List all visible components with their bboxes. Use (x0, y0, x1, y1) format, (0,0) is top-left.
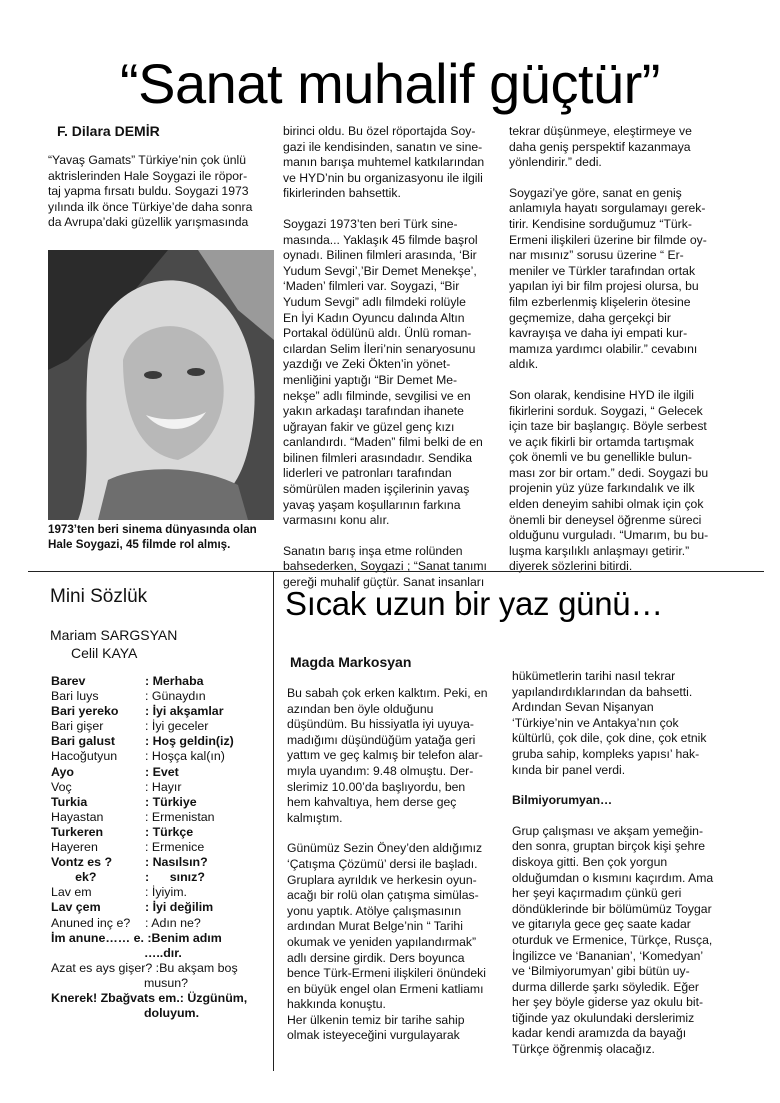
text-line: sömürülen maden işçilerinin yavaş (283, 482, 470, 497)
text-line: anlamıyla hayatı sorgulamayı gerek- (509, 201, 706, 216)
article2-author: Magda Markosyan (290, 654, 412, 670)
mini-author: Mariam SARGSYAN (50, 627, 178, 643)
text-line: meniler ve Türkler tarafından ortak (509, 263, 696, 278)
text-line: slerimiz 10.00’da başlıyordu, ben (287, 779, 466, 794)
text-line: tekrar düşünmeye, eleştirmeye ve (509, 124, 692, 138)
text-line: En İyi Kadın Oyuncu dalında Altın (283, 310, 465, 325)
text-line: Yudum Sevgi” adlı filmdeki rolüyle (283, 294, 466, 309)
text-line: oynadı. Bilinen filmleri arasında, ‘Bir (283, 248, 477, 263)
text-line: kadar kendi aramızda da bayağı (512, 1026, 687, 1041)
turkish-meaning: : Hayır (145, 779, 182, 794)
text-line: yavaş yaşam koşullarının farkına (283, 497, 461, 512)
dictionary-phrase: Azat es ays gişer? :Bu akşam boş (51, 960, 238, 975)
armenian-word: Turkia (51, 794, 88, 809)
text-line: liderleri ve patronları tarafından (283, 466, 452, 481)
article2-column-1 (287, 686, 509, 1059)
article2-title: Sıcak uzun bir yaz günü… (285, 585, 664, 622)
text-line: ve HYD’nin bu organizasyonu ile ilgili (283, 170, 483, 185)
text-line: Gruplara ayrıldık ve herkesin oyun- (287, 872, 477, 887)
turkish-meaning: : sınız? (145, 870, 205, 885)
text-line: düşündüm. Bu hissiyatla iyi uyuya- (287, 717, 474, 732)
dictionary-entry (51, 840, 273, 855)
text-line: varmasını konu alır. (283, 513, 390, 528)
text-line: film ezberlenmiş klişelerin ötesine (509, 294, 691, 309)
text-line: her şeyi kaçırmadım çünkü geri (512, 886, 682, 901)
text-line: “Yavaş Gamats” Türkiye’nin çok ünlü (48, 153, 247, 167)
text-line: hakkında konuştu. (287, 997, 386, 1012)
text-line: ardından Murat Belge’nin “ Tarihi (287, 919, 463, 934)
text-line: fikirlerinden bahsettik. (283, 186, 401, 201)
turkish-meaning: : Günaydın (145, 689, 206, 704)
armenian-word: Bari galust (51, 734, 116, 749)
text-line: yapılan iyi bir film projesi olursa, bu (509, 279, 699, 294)
armenian-word: Bari gişer (51, 719, 104, 734)
dictionary-entry (51, 810, 273, 825)
dictionary-entry (51, 704, 273, 719)
article1-intro-column (48, 153, 278, 231)
article1-column-2 (283, 124, 505, 606)
text-line: gazi ile kendisinden, sanatın ve sine- (283, 139, 483, 154)
dictionary-entry (51, 719, 273, 734)
paragraph (509, 124, 741, 171)
text-line: nar mısınız” sorusu üzerine “ Er- (509, 248, 684, 263)
text-line: ‘Çatışma Çözümü’ dersi ile başladı. (287, 856, 478, 871)
text-line: gereği muhalif güçtür. Sanat insanları (283, 575, 485, 590)
text-line: yılında ilk önce Türkiye’de daha sonra (48, 199, 253, 214)
text-line: yonu yaptık. Atölye çalışmasının (287, 903, 462, 918)
text-line: acağı bir rolü olan çatışma simülas- (287, 888, 479, 903)
dictionary-entry (51, 900, 273, 915)
text-line: Portakal ödülünü aldı. Ünlü roman- (283, 326, 472, 341)
mini-author: Celil KAYA (71, 645, 138, 661)
text-line: ve açık fikirli bir ortamda tartışmak (509, 434, 694, 449)
turkish-meaning: : Türkçe (145, 824, 194, 839)
turkish-meaning: : Merhaba (145, 674, 204, 688)
text-line: ve gitarıyla gece geç saate kadar (512, 917, 691, 932)
text-line: döndüklerinde bir bölümümüz Toygar (512, 901, 712, 916)
armenian-word: Bari yereko (51, 704, 119, 719)
turkish-meaning: : İyi geceler (145, 719, 209, 734)
article2-column-2 (512, 669, 744, 1073)
text-line: ması zor bir ortam.” dedi. Soygazi bu (509, 465, 709, 480)
text-line: yazdığı ve Zeki Ökten’in yönet- (283, 357, 451, 372)
dictionary-phrase: …..dır. (51, 945, 182, 960)
text-line: kavrayışa ve daha iyi empati kur- (509, 326, 688, 341)
text-line: luşma karşılıklı anlaşmayı getirir.” (509, 543, 690, 558)
text-line: okumak ve yeniden yapılandırmak” (287, 934, 477, 949)
text-line: tirir. Kendisine sorduğumuz “Türk- (509, 216, 692, 231)
armenian-word: Bari luys (51, 689, 99, 704)
text-line: projenin yüz yüze farkındalık ve ilk (509, 481, 695, 496)
armenian-word: Hacoğutyun (51, 749, 118, 764)
dictionary-entry (51, 916, 273, 931)
turkish-meaning: : Ermenistan (145, 809, 215, 824)
text-line: fikirlerini sorduk. Soygazi, “ Gelecek (509, 403, 703, 418)
mini-dictionary-authors (50, 626, 177, 662)
armenian-word: Anuned inç e? (51, 915, 131, 930)
text-line: Ermeni ilişkileri üzerine bir filmde oy- (509, 232, 707, 247)
text-line: Günümüz Sezin Öney’den aldığımız (287, 841, 483, 856)
paragraph (287, 686, 509, 826)
turkish-meaning: : Hoş geldin(iz) (145, 734, 234, 749)
text-line: kültürlü, çok dile, çok dine, çok etnik (512, 731, 707, 746)
dictionary-entry (51, 795, 273, 810)
text-line: bahsederken, Soygazi ; “Sanat tanımı (283, 559, 487, 574)
text-line: tiğinde yaz okulundaki derslerimiz (512, 1010, 695, 1025)
text-line: çok önemli ve bu genellikle bulun- (509, 450, 692, 465)
text-line: Soygazi 1973’ten beri Türk sine- (283, 216, 458, 231)
text-line: İngilizce ve ‘Bananian’, ‘Komedyan’ (512, 948, 704, 963)
article1-column-3 (509, 124, 741, 590)
text-line: manın barışa muhtemel katkılarından (283, 155, 485, 170)
text-line: den sonra, gruptan birçok kişi şehre (512, 839, 706, 854)
dictionary-entry (51, 674, 273, 689)
text-line: Son olarak, kendisine HYD ile ilgili (509, 387, 694, 402)
armenian-word: Lav çem (51, 900, 101, 915)
text-line: diskoya gitti. Ben çok yorgun (512, 854, 668, 869)
paragraph (512, 824, 744, 1058)
section-divider-horizontal (28, 571, 764, 572)
dictionary-phrase: İm anune…… e. :Benim adım (51, 930, 222, 945)
dictionary-phrase: musun? (51, 975, 189, 990)
dictionary-phrase: doluyum. (51, 1006, 200, 1021)
armenian-word: Voç (51, 779, 72, 794)
dictionary-entry (51, 825, 273, 840)
text-line: yapılandırdıklarından da bahsetti. (512, 684, 693, 699)
text-line: aldık. (509, 357, 539, 372)
turkish-meaning: : Evet (145, 764, 179, 779)
paragraph (283, 217, 505, 529)
dictionary-entry (51, 734, 273, 749)
dictionary-entry (51, 885, 273, 900)
armenian-word: Hayeren (51, 840, 98, 855)
text-line: bilinen filmleri arasındadır. Sendika (283, 450, 473, 465)
text-line: elden deneyim sahibi olmak için çok (509, 497, 704, 512)
page-title: “Sanat muhalif güçtür” (120, 52, 660, 115)
text-line: azından ben öyle olduğunu (287, 701, 434, 716)
text-line: durma dillerde şarkı söyledik. Eğer (512, 979, 699, 994)
armenian-word: Vontz es ? (51, 855, 113, 870)
text-line: olduğumdan o kısmını kaçırdım. Ama (512, 870, 714, 885)
turkish-meaning: : İyi değilim (145, 900, 214, 915)
text-line: nekşe” adlı filminde, sevgilisi ve en (283, 388, 471, 403)
text-line: birinci oldu. Bu özel röportajda Soy- (283, 124, 476, 138)
photo-caption (48, 522, 280, 552)
text-line: mamıza yardımcı olabilir.” cevabını (509, 341, 698, 356)
armenian-word: Lav em (51, 885, 92, 900)
text-line: olduğunu vurguladı. “Umarım, bu bu- (509, 528, 709, 543)
turkish-meaning: : İyiyim. (145, 885, 187, 900)
text-line: geçmemize, daha gerçekçi bir (509, 310, 671, 325)
text-line: yakın arkadaşı tarafından ihanete (283, 404, 464, 419)
armenian-word: ek? (51, 870, 97, 885)
armenian-word: Barev (51, 674, 86, 688)
text-line: aktrislerinden Hale Soygazi ile röpor- (48, 168, 248, 183)
subheading (512, 793, 744, 809)
dictionary-entry (51, 765, 273, 780)
text-line: Türkçe öğrenmiş olacağız. (512, 1042, 655, 1057)
text-line: adlı dersine girdik. Ders boyunca (287, 950, 465, 965)
paragraph (512, 669, 744, 778)
turkish-meaning: : Ermenice (145, 840, 205, 855)
armenian-word: Ayo (51, 764, 74, 779)
armenian-word: Hayastan (51, 809, 104, 824)
dictionary-entry (51, 749, 273, 764)
paragraph (509, 186, 741, 373)
dictionary-entry (51, 855, 273, 870)
turkish-meaning: : Hoşça kal(ın) (145, 749, 225, 764)
text-line: Hale Soygazi, 45 filmde rol almış. (48, 538, 231, 551)
text-line: Her ülkenin temiz bir tarihe sahip (287, 1012, 465, 1027)
text-line: bence Türk-Ermeni ilişkileri önündeki (287, 966, 486, 981)
text-line: Ardından Sevan Nişanyan (512, 700, 654, 715)
dictionary-entry (51, 870, 273, 885)
turkish-meaning: : Adın ne? (145, 915, 201, 930)
text-line: menliğini yaptığı “Bir Demet Me- (283, 372, 458, 387)
text-line: Bu sabah çok erken kalktım. Peki, en (287, 686, 488, 700)
dictionary-entry (51, 780, 273, 795)
text-line: masında... Yaklaşık 45 filmde başrol (283, 232, 478, 247)
paragraph (509, 388, 741, 575)
text-line: Sanatın barış inşa etme rolünden (283, 543, 463, 558)
text-line: ‘Türkiye’nin ve Antakya’nın çok (512, 715, 679, 730)
text-line: olmak isteyeceğini vurgulayarak (287, 1028, 460, 1043)
text-line: canlandırdı. “Maden” filmi belki de en (283, 435, 483, 450)
text-line: Yudum Sevgi’,’Bir Demet Menekşe’, (283, 263, 477, 278)
dictionary-phrase: Knerek! Zbağvats em.: Üzgünüm, (51, 990, 248, 1005)
text-line: kalmıştım. (287, 810, 343, 825)
text-line: her şey böyle giderse yaz okulu bit- (512, 995, 704, 1010)
armenian-word: Turkeren (51, 824, 104, 839)
article1-author: F. Dilara DEMİR (57, 123, 160, 139)
turkish-meaning: : Türkiye (145, 794, 197, 809)
text-line: yönlendirir.” dedi. (509, 155, 602, 170)
turkish-meaning: : Nasılsın? (145, 855, 208, 870)
text-line: önemli bir deneysel öğrenme süreci (509, 512, 702, 527)
paragraph (283, 124, 505, 202)
text-line: hükümetlerin tarihi nasıl tekrar (512, 669, 676, 683)
text-line: Soygazi’ye göre, sanat en geniş (509, 185, 682, 200)
mini-dictionary-list (51, 674, 273, 1021)
text-line: ve ‘Bilmiyorumyan’ gibi bütün uy- (512, 964, 690, 979)
paragraph (287, 841, 509, 1044)
text-line: madığımı düşündüğüm yatağa geri (287, 732, 476, 747)
turkish-meaning: : İyi akşamlar (145, 704, 224, 719)
mini-dictionary-title: Mini Sözlük (50, 586, 148, 607)
text-line: oturduk ve Ermenice, Türkçe, Rusça, (512, 932, 713, 947)
text-line: 1973’ten beri sinema dünyasında olan (48, 523, 257, 536)
hale-soygazi-photo (48, 250, 274, 520)
text-line: kında bir panel verdi. (512, 762, 626, 777)
text-line: için taze bir başlangıç. Böyle serbest (509, 419, 707, 434)
text-line: cılardan Selim İleri’nin senaryosunu (283, 341, 476, 356)
text-line: taj yapma fırsatı buldu. Soygazi 1973 (48, 184, 249, 199)
text-line: diyerek sözlerini bitirdi. (509, 559, 633, 574)
text-line: Bilmiyorumyan… (512, 793, 613, 808)
dictionary-entry (51, 689, 273, 704)
text-line: Grup çalışması ve akşam yemeğin- (512, 823, 704, 838)
text-line: en büyük engel olan Ermeni katliamı (287, 981, 484, 996)
text-line: mıyla uyandım: 9.48 olmuştu. Der- (287, 763, 474, 778)
text-line: da Avrupa’daki güzellik yarışmasında (48, 215, 249, 230)
text-line: uğrayan fakir ve güzel genç kızı (283, 419, 455, 434)
text-line: gruba sahip, kompleks yapısı’ hak- (512, 746, 700, 761)
section-divider-vertical (273, 571, 274, 1071)
text-line: hem kahvaltıya, hem derse geç (287, 795, 457, 810)
text-line: daha geniş perspektif kazanmaya (509, 139, 691, 154)
text-line: yattım ve geç kalmış bir telefon alar- (287, 748, 483, 763)
text-line: ‘Maden’ filmleri var. Soygazi, “Bir (283, 279, 460, 294)
